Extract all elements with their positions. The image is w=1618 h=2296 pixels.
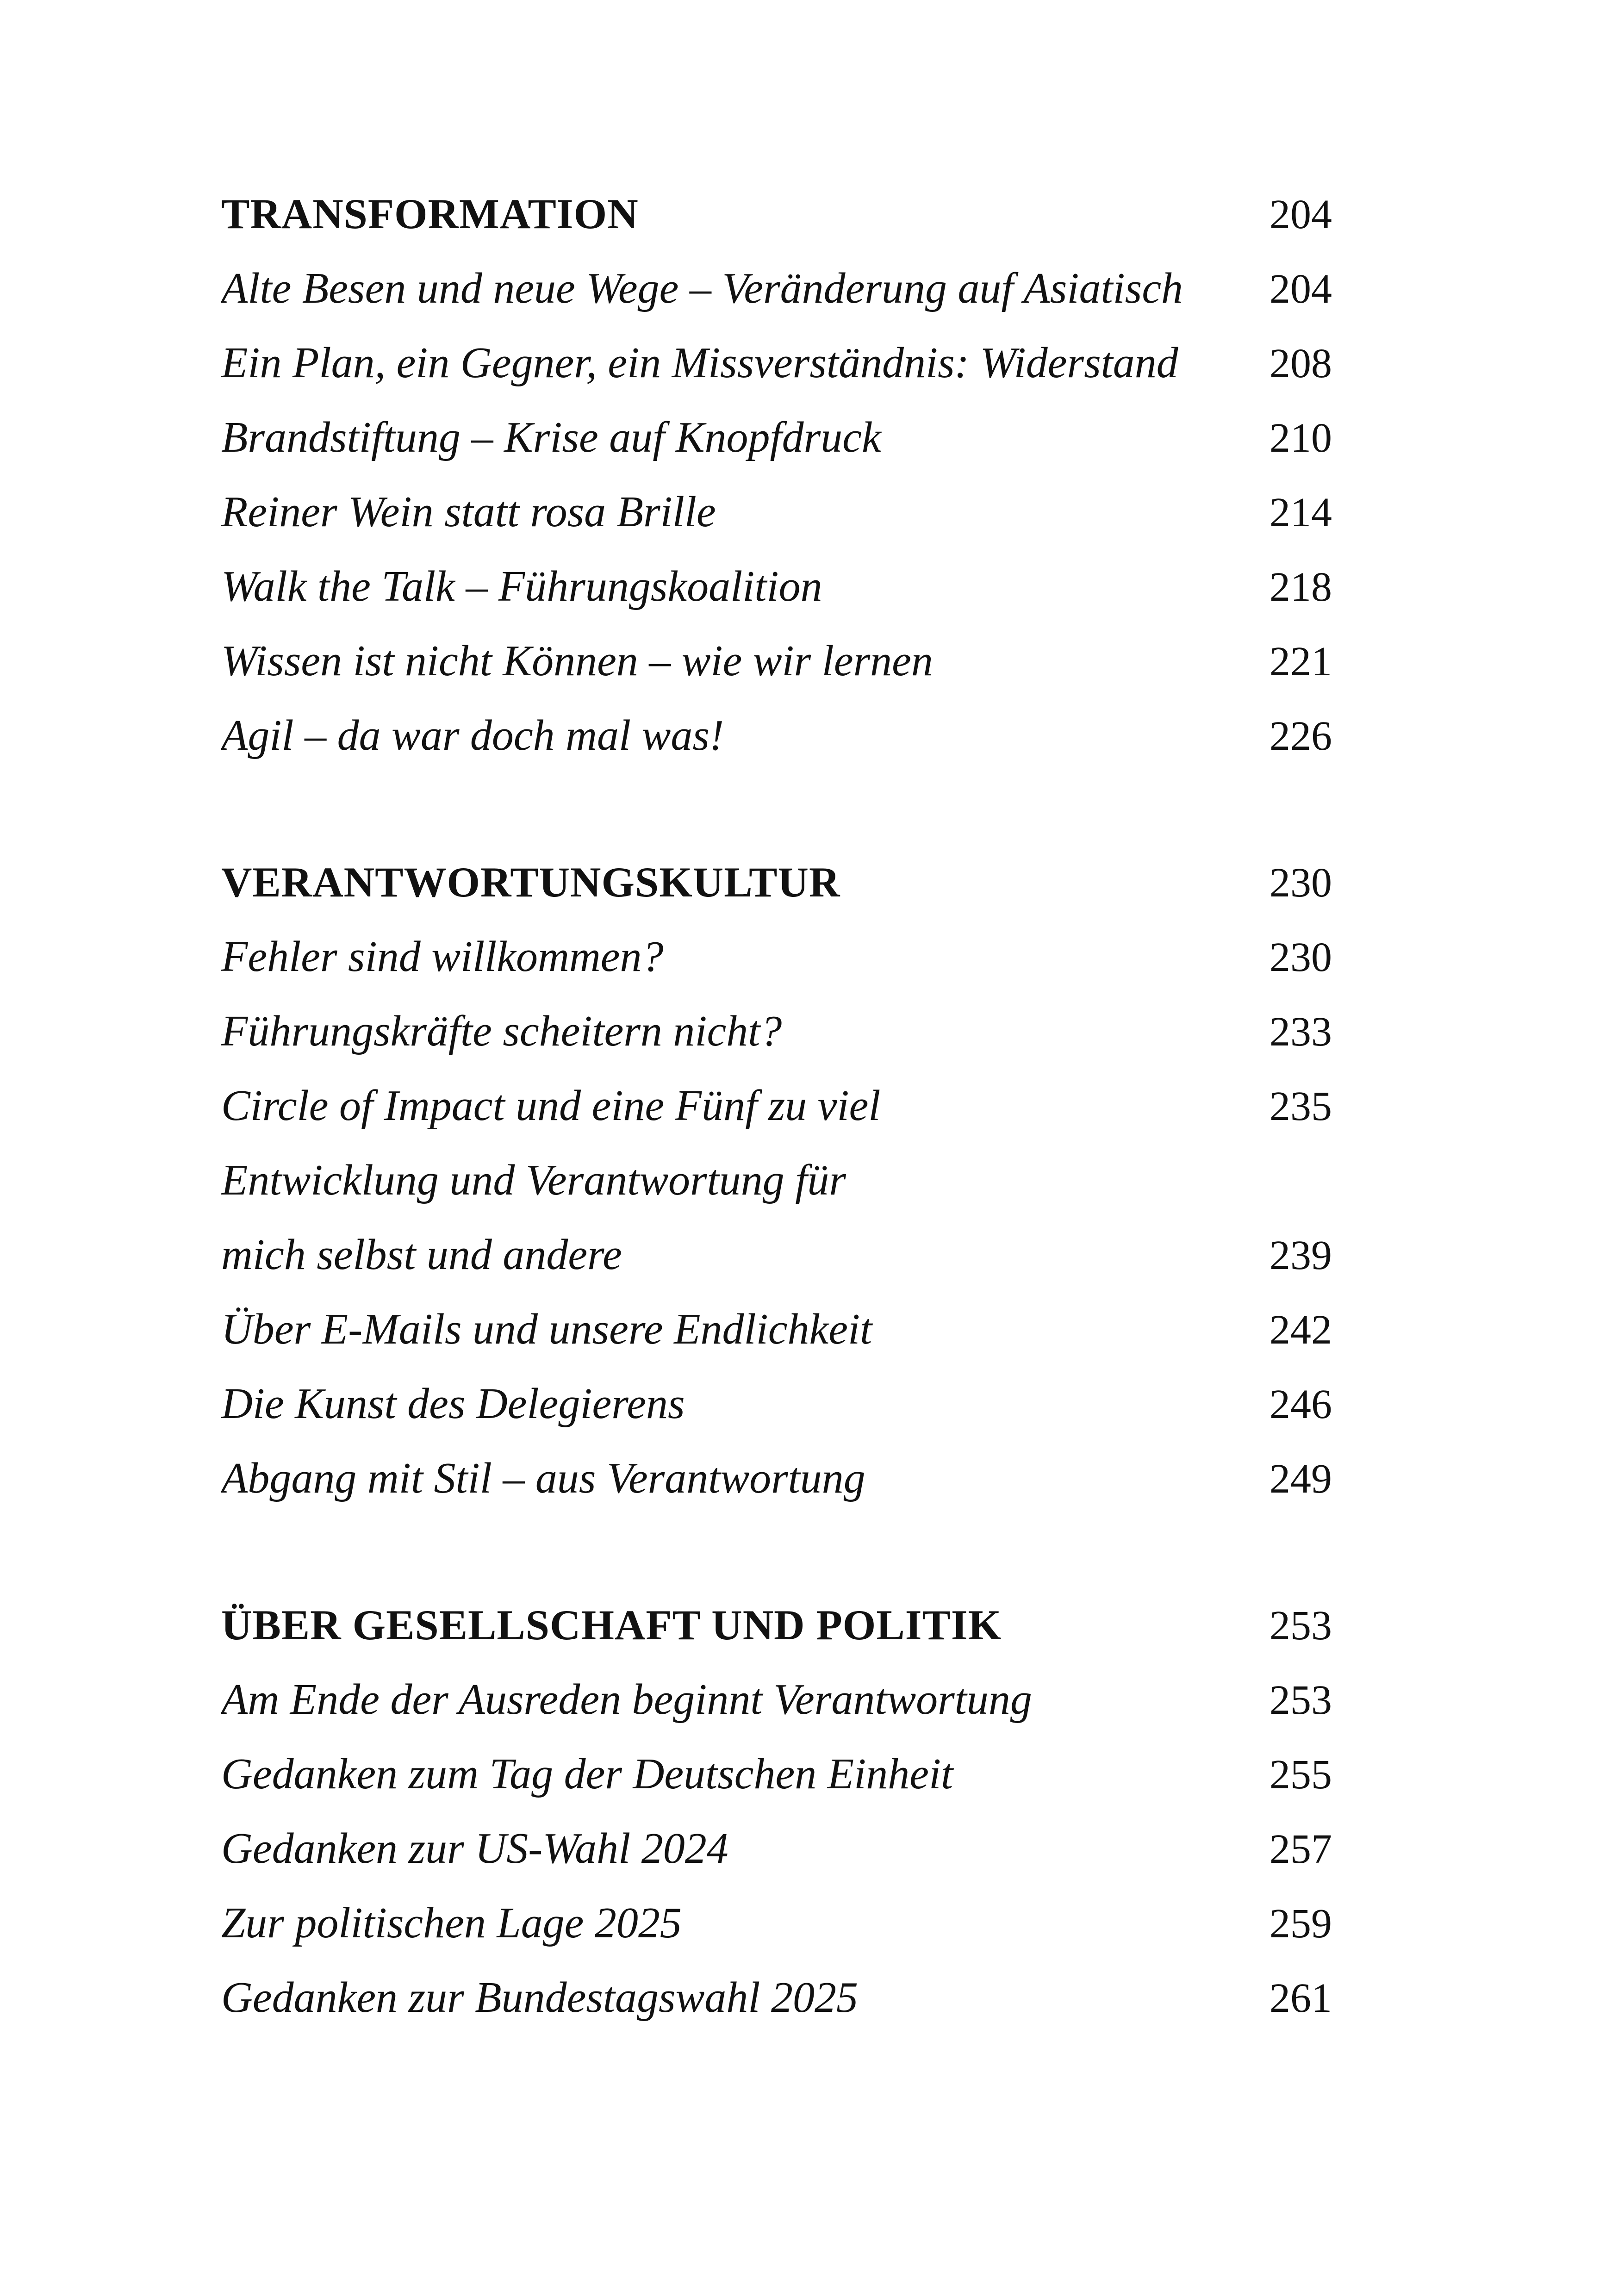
toc-entry xyxy=(221,251,1332,326)
toc-entry-page: 214 xyxy=(1270,490,1332,535)
toc-entry-page: 230 xyxy=(1270,934,1332,980)
toc-entry-page: 246 xyxy=(1270,1381,1332,1427)
toc-entry-title: Entwicklung und Verantwortung für xyxy=(221,1156,846,1204)
toc-entry-page: 261 xyxy=(1270,1975,1332,2021)
toc-entry xyxy=(221,624,1332,698)
toc-entry-page: 233 xyxy=(1270,1009,1332,1055)
table-of-contents xyxy=(221,177,1332,2107)
toc-entry-page: 235 xyxy=(1270,1083,1332,1129)
toc-entry-title: Agil – da war doch mal was! xyxy=(221,711,724,759)
toc-section-transformation xyxy=(221,177,1332,773)
toc-entry xyxy=(221,1441,1332,1516)
toc-entry xyxy=(221,1218,1332,1292)
toc-entry xyxy=(221,698,1332,773)
toc-entry xyxy=(221,1960,1332,2035)
toc-entry-page: 221 xyxy=(1270,639,1332,684)
toc-entry xyxy=(221,1367,1332,1441)
toc-entry-page: 208 xyxy=(1270,341,1332,386)
section-heading xyxy=(221,177,1332,251)
toc-entry-title: Reiner Wein statt rosa Brille xyxy=(221,488,716,536)
toc-entry-title: Circle of Impact und eine Fünf zu viel xyxy=(221,1082,881,1130)
toc-entry-title: Brandstiftung – Krise auf Knopfdruck xyxy=(221,413,881,461)
toc-section-gesellschaft-politik xyxy=(221,1588,1332,2035)
section-heading xyxy=(221,1588,1332,1662)
toc-entry xyxy=(221,1737,1332,1811)
section-heading-page: 253 xyxy=(1270,1603,1332,1649)
toc-entry xyxy=(221,1886,1332,1960)
toc-entry-page: 226 xyxy=(1270,713,1332,759)
toc-entry xyxy=(221,1292,1332,1367)
section-heading xyxy=(221,845,1332,920)
toc-entry xyxy=(221,1662,1332,1737)
section-heading-page: 230 xyxy=(1270,860,1332,906)
toc-entry-title: mich selbst und andere xyxy=(221,1231,622,1279)
toc-entry-title: Gedanken zum Tag der Deutschen Einheit xyxy=(221,1750,953,1798)
toc-entry-title: Gedanken zur Bundestagswahl 2025 xyxy=(221,1973,858,2022)
toc-entry xyxy=(221,920,1332,994)
section-heading-title: TRANSFORMATION xyxy=(221,190,639,237)
toc-entry-page: 259 xyxy=(1270,1901,1332,1947)
toc-entry-page: 257 xyxy=(1270,1826,1332,1872)
toc-entry-title: Gedanken zur US-Wahl 2024 xyxy=(221,1824,728,1873)
toc-entry-page: 253 xyxy=(1270,1677,1332,1723)
toc-entry-title: Fehler sind willkommen? xyxy=(221,933,664,981)
toc-entry-title: Alte Besen und neue Wege – Veränderung auf Asiatisch xyxy=(221,264,1183,312)
section-heading-title: VERANTWORTUNGSKULTUR xyxy=(221,859,840,906)
toc-entry-page: 242 xyxy=(1270,1307,1332,1353)
toc-entry-title: Zur politischen Lage 2025 xyxy=(221,1899,682,1947)
toc-entry-page: 249 xyxy=(1270,1456,1332,1502)
toc-entry-title: Führungskräfte scheitern nicht? xyxy=(221,1007,782,1055)
toc-entry xyxy=(221,326,1332,400)
toc-entry xyxy=(221,1811,1332,1886)
toc-entry-title: Die Kunst des Delegierens xyxy=(221,1380,685,1428)
toc-entry-page: 210 xyxy=(1270,415,1332,461)
toc-entry-title: Am Ende der Ausreden beginnt Verantwortung xyxy=(221,1675,1032,1724)
toc-entry-page: 218 xyxy=(1270,564,1332,610)
toc-entry-title: Walk the Talk – Führungskoalition xyxy=(221,562,822,610)
toc-entry xyxy=(221,1069,1332,1143)
section-heading-title: ÜBER GESELLSCHAFT UND POLITIK xyxy=(221,1601,1002,1649)
toc-entry-title: Ein Plan, ein Gegner, ein Missverständnis: Widerstand xyxy=(221,339,1178,387)
toc-section-verantwortungskultur xyxy=(221,845,1332,1516)
toc-entry-title: Über E-Mails und unsere Endlichkeit xyxy=(221,1305,872,1353)
toc-entry-page: 255 xyxy=(1270,1752,1332,1798)
toc-entry xyxy=(221,994,1332,1069)
toc-entry xyxy=(221,400,1332,475)
toc-entry xyxy=(221,1143,1332,1218)
toc-entry xyxy=(221,549,1332,624)
toc-entry-page: 204 xyxy=(1270,266,1332,312)
section-heading-page: 204 xyxy=(1270,192,1332,237)
toc-entry-title: Wissen ist nicht Können – wie wir lernen xyxy=(221,637,933,685)
toc-entry-page: 239 xyxy=(1270,1232,1332,1278)
toc-entry xyxy=(221,475,1332,549)
toc-entry-title: Abgang mit Stil – aus Verantwortung xyxy=(221,1454,865,1502)
